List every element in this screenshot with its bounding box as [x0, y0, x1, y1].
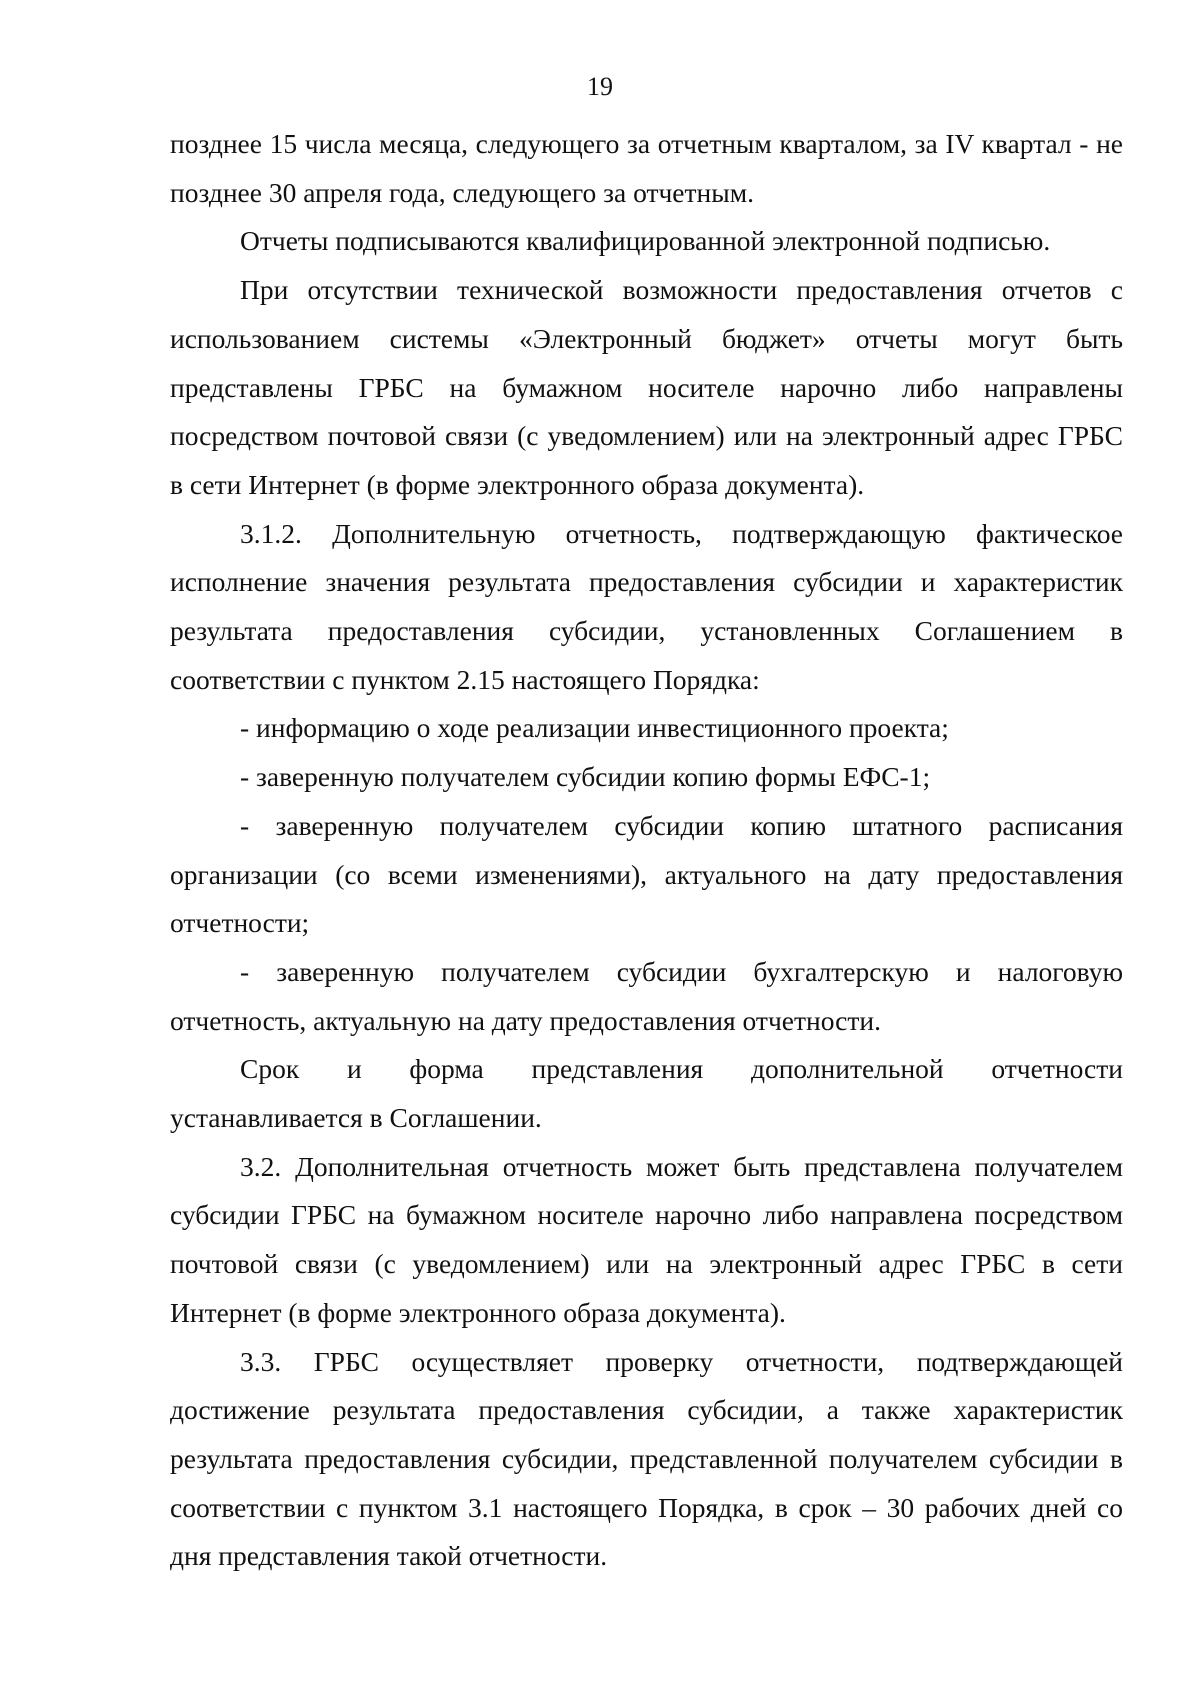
list-item-staff-schedule: - заверенную получателем субсидии копию штатного расписания организации (со всеми изменениями), актуального на дату предоставления отчетности; — [170, 809, 1123, 939]
paragraph-deadline-end: устанавливается в Соглашении. — [170, 1102, 542, 1134]
word: представления — [531, 1053, 704, 1085]
paragraph-signature: Отчеты подписываются квалифицированной электронной подписью. — [240, 225, 1051, 257]
word: отчетности — [991, 1053, 1123, 1085]
paragraph-3-2: 3.2. Дополнительная отчетность может быть представлена получателем субсидии ГРБС на бумажном носителе нарочно либо направлена посредством почтовой связи (с уведомлением) или на электронный адрес ГРБС в сети Интернет (в форме электронного образа документа). — [170, 1150, 1123, 1328]
paragraph-3-1-2: 3.1.2. Дополнительную отчетность, подтверждающую фактическое исполнение значения результата предоставления субсидии и характеристик результата предоставления субсидии, установленных Соглашением в соответствии с пунктом 2.15 настоящего Порядка: — [170, 517, 1123, 695]
word: и — [346, 1053, 362, 1085]
document-body — [170, 120, 1123, 1581]
paragraph-alternative-submission: При отсутствии технической возможности предоставления отчетов с использованием системы «Электронный бюджет» отчеты могут быть представлены ГРБС на бумажном носителе нарочно либо направлены посредством почтовой связи (с уведомлением) или на электронный адрес ГРБС в сети Интернет (в форме электронного образа документа). — [170, 274, 1123, 500]
paragraph-continuation: позднее 15 числа месяца, следующего за отчетным кварталом, за IV квартал - не позднее 30 апреля года, следующего за отчетным. — [170, 128, 1123, 208]
word: Срок — [240, 1053, 300, 1085]
word: дополнительной — [750, 1053, 944, 1085]
list-item-project-info: - информацию о ходе реализации инвестиционного проекта; — [240, 712, 949, 744]
word: форма — [409, 1053, 484, 1085]
page-number: 19 — [587, 72, 613, 101]
list-item-accounting-reports: - заверенную получателем субсидии бухгалтерскую и налоговую отчетность, актуальную на дату предоставления отчетности. — [170, 955, 1123, 1036]
paragraph-3-3: 3.3. ГРБС осуществляет проверку отчетности, подтверждающей достижение результата предоставления субсидии, а также характеристик результата предоставления субсидии, представленной получателем субсидии в соответствии с пунктом 3.1 настоящего Порядка, в срок – 30 рабочих дней со дня представления такой отчетности. — [170, 1345, 1123, 1572]
list-item-efs1: - заверенную получателем субсидии копию формы ЕФС-1; — [240, 761, 931, 793]
paragraph-deadline-first-line — [170, 1045, 1123, 1094]
